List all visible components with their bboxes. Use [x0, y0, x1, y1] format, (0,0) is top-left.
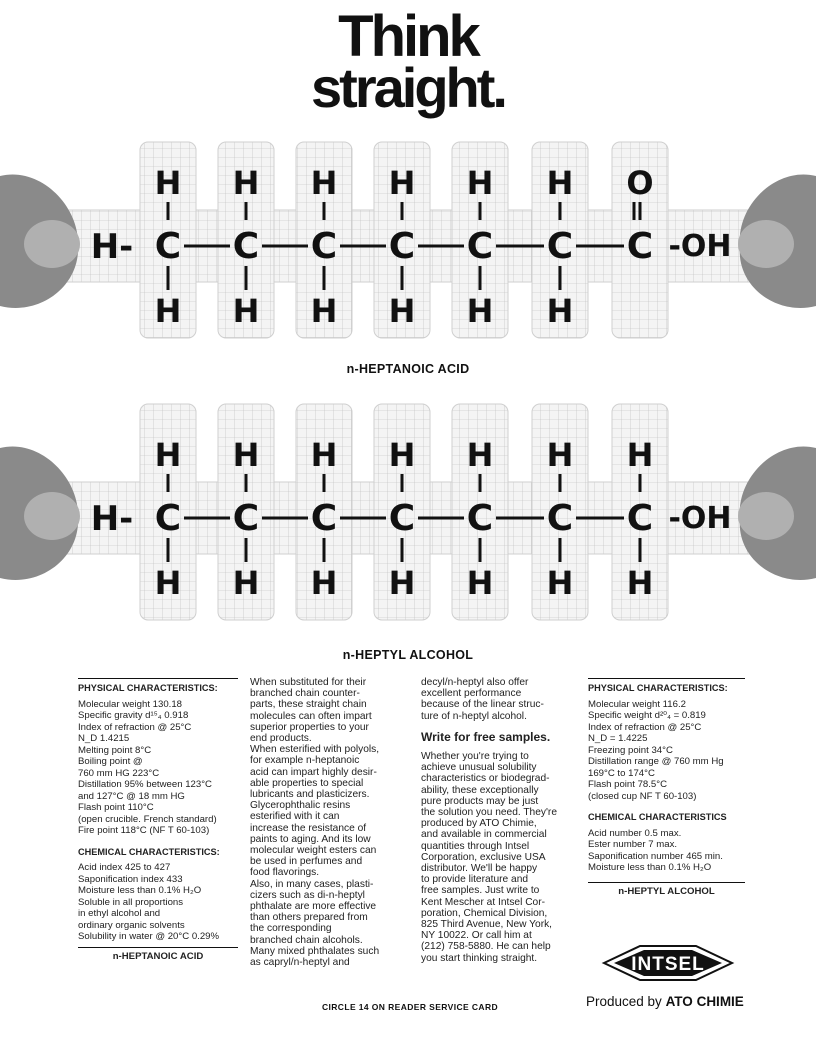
bottom-atom: H [546, 292, 574, 330]
text-line: Kent Mescher at Intsel Cor- [421, 896, 545, 908]
headline-line-2: straight. [311, 56, 505, 119]
bottom-atom: H [546, 564, 574, 602]
left-hydrogen: H- [90, 227, 134, 267]
text-line: excellent performance [421, 688, 522, 700]
text-line: free samples. Just write to [421, 885, 540, 897]
top-atom: H [546, 164, 574, 202]
text-line: able properties to special [250, 777, 364, 789]
text-line: Saponification index 433 [78, 873, 183, 885]
heptyl-alcohol-caption: n-HEPTYL ALCOHOL [342, 648, 474, 662]
text-line: Flash point 78.5°C [588, 779, 668, 790]
text-line: (212) 758-5880. He can help [421, 941, 551, 953]
text-line: Corporation, exclusive USA [421, 851, 546, 863]
text-line: paints to aging. And its low [250, 833, 371, 845]
free-samples-heading: Write for free samples. [421, 729, 551, 744]
top-atom: H [546, 436, 574, 474]
text-line: 760 mm HG 223°C [78, 767, 160, 779]
top-atom: H [310, 164, 338, 202]
carbon-atom: C [546, 498, 574, 539]
bottom-atom: H [232, 292, 260, 330]
bottom-atom: H [388, 292, 416, 330]
text-line: lubricants and plasticizers. [250, 789, 370, 801]
text-line: superior properties to your [250, 721, 369, 733]
alcohol-specs-column [588, 678, 745, 897]
text-line: (closed cup NF T 60-103) [588, 790, 697, 802]
text-line: phthalate are more effective [250, 901, 377, 913]
text-line: N_D 1.4215 [78, 733, 130, 744]
physical-list [78, 699, 238, 837]
acid-footer: n-HEPTANOIC ACID [78, 947, 238, 963]
carbon-atom: C [232, 498, 260, 539]
heptanoic-acid-caption: n-HEPTANOIC ACID [346, 362, 470, 376]
top-atom: H [154, 164, 182, 202]
text-line: you start thinking straight. [421, 952, 538, 964]
body-column-2 [421, 677, 581, 964]
text-line: Specific gravity d¹⁵₄ 0.918 [78, 710, 189, 721]
bottom-atom: H [466, 292, 494, 330]
text-line: Specific weight d²⁰₄ = 0.819 [588, 710, 706, 721]
text-line: increase the resistance of [250, 822, 367, 834]
carbon-atom: C [388, 226, 416, 267]
carbon-atom: C [310, 226, 338, 267]
top-atom: H [154, 436, 182, 474]
text-line: Whether you're trying to [421, 751, 529, 763]
text-line: characteristics or biodegrad- [421, 773, 550, 785]
text-line: N_D = 1.4225 [588, 733, 648, 744]
text-line: pure products may be just [421, 795, 539, 807]
text-line: Index of refraction @ 25°C [588, 721, 702, 733]
bottom-atom: H [310, 564, 338, 602]
carbon-atom: C [626, 498, 654, 539]
text-line: as capryl/n-heptyl and [250, 957, 350, 969]
carbon-atom: C [626, 226, 654, 267]
produced-by [586, 994, 744, 1009]
carbon-atom: C [154, 498, 182, 539]
text-line: esterified with it can [250, 811, 340, 823]
text-line: Molecular weight 130.18 [78, 698, 182, 710]
text-line: the solution you need. They're [421, 807, 557, 819]
text-line: Glycerophthalic resins [250, 800, 351, 812]
carbon-atom: C [232, 226, 260, 267]
body-column-2-text [421, 751, 581, 964]
top-atom: H [232, 164, 260, 202]
body-column-2-intro [421, 677, 581, 722]
body-column-1 [250, 677, 410, 968]
text-line: and available in commercial [421, 829, 547, 841]
text-line: in ethyl alcohol and [78, 908, 161, 919]
produced-by-prefix: Produced by [586, 994, 666, 1009]
text-line: Solubility in water @ 20°C 0.29% [78, 931, 220, 942]
text-line: food flavorings. [250, 867, 320, 879]
text-line: to provide literature and [421, 874, 529, 886]
text-line: (open crucible. French standard) [78, 813, 217, 825]
text-line: decyl/n-heptyl also offer [421, 677, 529, 688]
reader-service-line: CIRCLE 14 ON READER SERVICE CARD [321, 1002, 499, 1012]
carbon-atom: C [466, 226, 494, 267]
heptanoic-acid-strip [0, 130, 816, 350]
text-line: than others prepared from [250, 912, 368, 924]
text-line: acid can impart highly desir- [250, 766, 377, 778]
top-atom: H [310, 436, 338, 474]
text-line: Many mixed phthalates such [250, 945, 380, 957]
chemical-list [588, 828, 745, 874]
carbon-atom: C [310, 498, 338, 539]
carbon-atom: C [388, 498, 416, 539]
text-line: be used in perfumes and [250, 856, 363, 868]
carbon-atom: C [466, 498, 494, 539]
text-line: Moisture less than 0.1% H₂O [78, 885, 202, 896]
text-line: because of the linear struc- [421, 699, 544, 711]
carbon-atom: C [154, 226, 182, 267]
text-line: Saponification number 465 min. [588, 850, 723, 862]
intsel-logo [600, 940, 736, 986]
text-line: Melting point 8°C [78, 744, 152, 756]
top-atom: H [388, 436, 416, 474]
heptyl-alcohol-strip [0, 392, 816, 632]
text-line: Ester number 7 max. [588, 839, 678, 850]
text-line: NY 10022. Or call him at [421, 930, 532, 942]
text-line: 169°C to 174°C [588, 767, 655, 779]
text-line: produced by ATO Chimie, [421, 818, 537, 830]
text-line: Soluble in all proportions [78, 896, 184, 908]
alcohol-footer: n-HEPTYL ALCOHOL [588, 882, 745, 898]
text-line: Index of refraction @ 25°C [78, 721, 192, 733]
heptyl-alcohol-structure [0, 392, 816, 632]
text-line: parts, these straight chain [250, 699, 367, 711]
text-line: branched chain counter- [250, 688, 360, 700]
text-line: molecules can often impart [250, 710, 372, 722]
divider [588, 678, 745, 679]
heptanoic-acid-structure [0, 130, 816, 350]
text-line: quantities through Intsel [421, 840, 530, 852]
text-line: Molecular weight 116.2 [588, 698, 686, 710]
text-line: Also, in many cases, plasti- [250, 878, 374, 890]
text-line: When substituted for their [250, 677, 367, 688]
text-line: Moisture less than 0.1% H₂O [588, 862, 712, 873]
bottom-atom: H [310, 292, 338, 330]
text-line: ordinary organic solvents [78, 919, 185, 931]
left-hydrogen: H- [90, 499, 134, 539]
text-line: Freezing point 34°C [588, 744, 673, 756]
chemical-list [78, 862, 238, 943]
divider [78, 678, 238, 679]
text-line: branched chain alcohols. [250, 934, 363, 946]
chemical-heading: CHEMICAL CHARACTERISTICS: [78, 846, 220, 857]
top-atom: H [626, 436, 654, 474]
physical-list [588, 699, 745, 803]
top-atom: H [232, 436, 260, 474]
text-line: distributor. We'll be happy [421, 863, 538, 875]
text-line: cizers such as di-n-heptyl [250, 889, 365, 901]
bottom-atom: H [154, 292, 182, 330]
top-atom: H [466, 436, 494, 474]
hydroxyl-group: -OH [668, 229, 732, 264]
text-line: Distillation 95% between 123°C [78, 779, 212, 790]
text-line: for example n-heptanoic [250, 755, 360, 767]
logo-text: INTSEL [631, 954, 705, 975]
text-line: 825 Third Avenue, New York, [421, 919, 553, 931]
ato-chimie-brand: ATO CHIMIE [665, 994, 744, 1009]
chemical-heading: CHEMICAL CHARACTERISTICS [588, 812, 727, 822]
text-line: poration, Chemical Division, [421, 907, 548, 919]
text-line: Distillation range @ 760 mm Hg [588, 756, 724, 767]
text-line: end products. [250, 733, 312, 745]
bottom-atom: H [626, 564, 654, 602]
text-line: Boiling point @ [78, 756, 143, 767]
headline-line-1: Think [338, 4, 478, 69]
text-line: ability, these exceptionally [421, 784, 539, 796]
text-line: and 127°C @ 18 mm HG [78, 790, 185, 802]
physical-heading: PHYSICAL CHARACTERISTICS: [78, 683, 218, 693]
acid-specs-column [78, 678, 238, 962]
bottom-atom: H [466, 564, 494, 602]
text-line: Fire point 118°C (NF T 60-103) [78, 825, 210, 836]
top-atom: H [388, 164, 416, 202]
text-line: Acid index 425 to 427 [78, 862, 171, 873]
text-line: achieve unusual solubility [421, 762, 537, 774]
top-atom: O [626, 164, 654, 202]
text-line: molecular weight esters can [250, 845, 377, 857]
top-atom: H [466, 164, 494, 202]
text-line: Acid number 0.5 max. [588, 827, 682, 839]
bottom-atom: H [232, 564, 260, 602]
physical-heading: PHYSICAL CHARACTERISTICS: [588, 683, 728, 693]
bottom-atom: H [388, 564, 416, 602]
bottom-atom: H [154, 564, 182, 602]
text-line: the corresponding [250, 923, 332, 935]
text-line: Flash point 110°C [78, 802, 154, 813]
text-line: ture of n-heptyl alcohol. [421, 710, 527, 722]
text-line: When esterified with polyols, [250, 744, 380, 756]
hydroxyl-group: -OH [668, 501, 732, 536]
carbon-atom: C [546, 226, 574, 267]
